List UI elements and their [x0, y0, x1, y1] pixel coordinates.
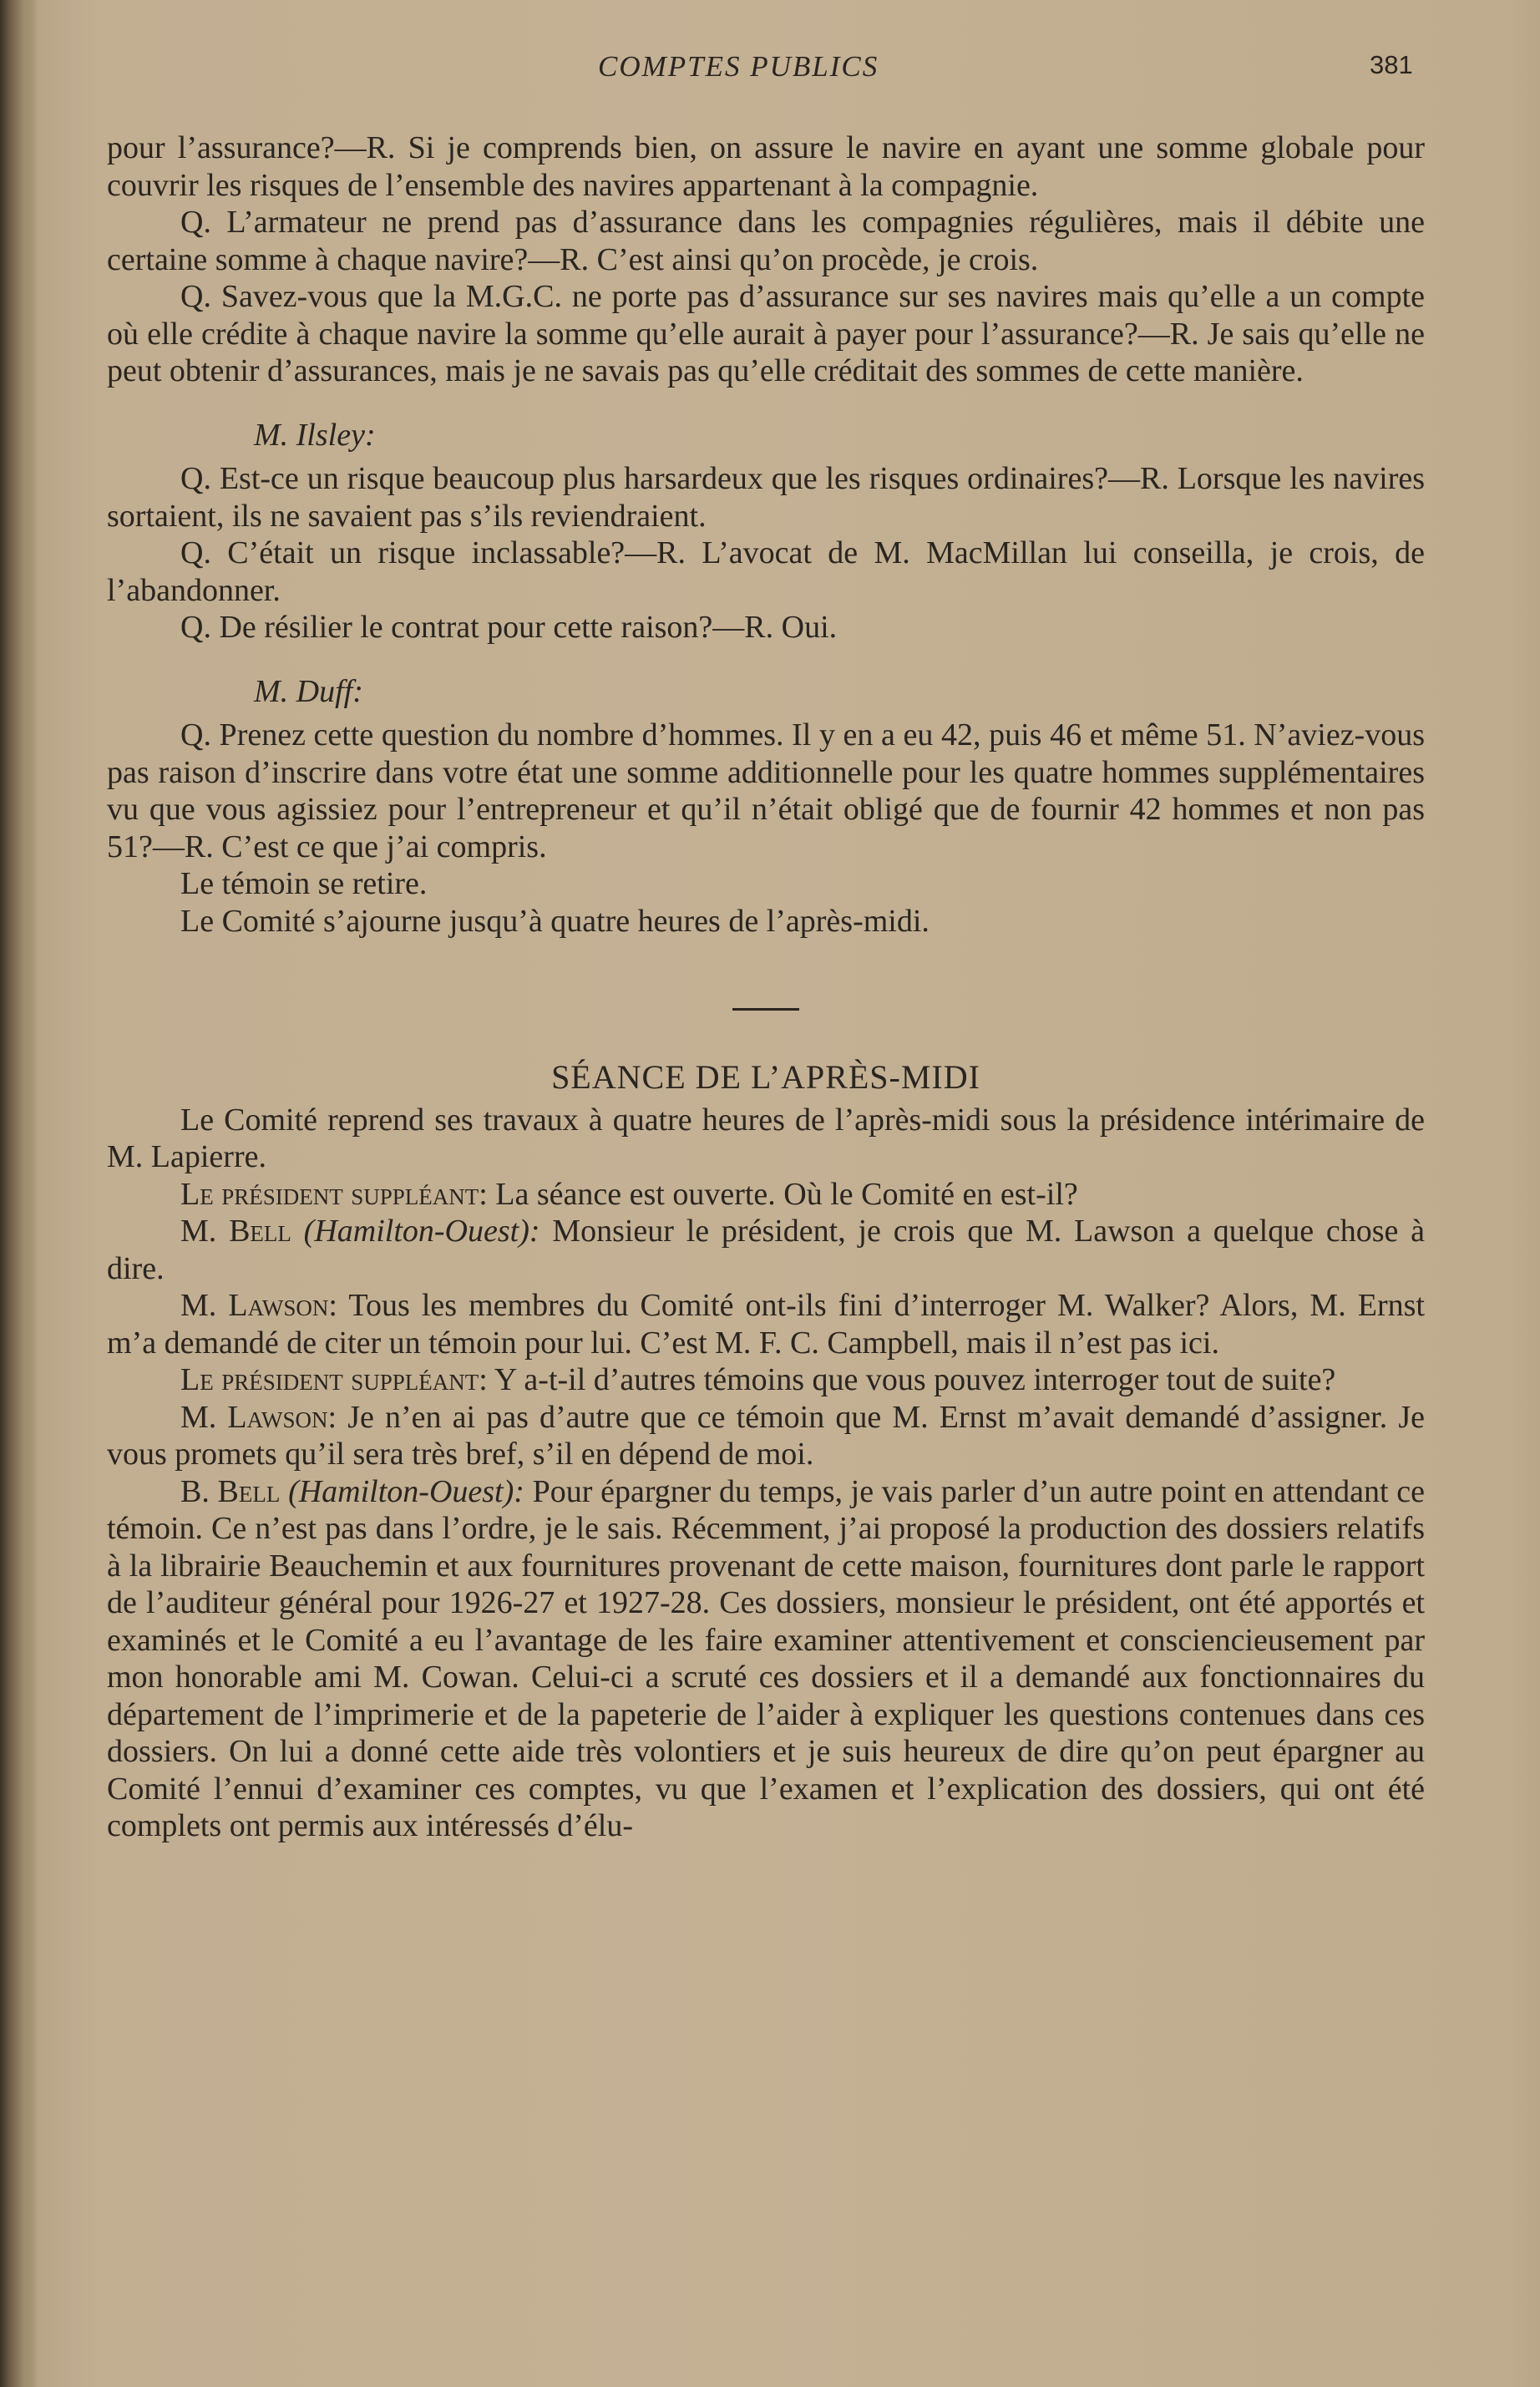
speaker-riding: (Hamilton-Ouest): — [288, 1473, 524, 1509]
page-number: 381 — [1370, 50, 1413, 79]
paragraph — [107, 1361, 1425, 1399]
speech-text: Pour épargner du temps, je vais parler d’un autre point en attendant ce témoin. Ce n’est pas dans l’ordre, je le sais. Récemment, j’ai proposé la production des dossiers relatifs à la librairie Beauchemin et aux fournitures provenant de cette maison, fournitures dont parle le rapport de l’auditeur général pour 1926-27 et 1927-28. Ces dossiers, monsieur le président, ont été apportés et examinés et le Comité a eu l’avantage de les faire examiner attentivement et consciencieusement par mon honorable ami M. Cowan. Celui-ci a scruté ces dossiers et il a demandé aux fonctionnaires du département de l’imprimerie et de la papeterie de l’aider à expliquer les questions contenues dans ces dossiers. On lui a donné cette aide très volontiers et je suis heureux de dire qu’on peut épargner au Comité l’ennui d’examiner ces comptes, vu que l’examen et l’explication des dossiers, qui ont été complets ont permis aux intéressés d’élu- — [107, 1473, 1426, 1843]
speaker-name: Le président suppléant: — [180, 1176, 488, 1212]
paragraph: Q. Savez-vous que la M.G.C. ne porte pas d’assurance sur ses navires mais qu’elle a un compte où elle crédite à chaque navire la somme qu’elle aurait à payer pour l’assurance?—R. Je sais qu’elle ne peut obtenir d’assurances, mais je ne savais pas qu’elle créditait des sommes de cette manière. — [107, 279, 1425, 388]
paragraph — [107, 1287, 1425, 1361]
paragraph: Le Comité s’ajourne jusqu’à quatre heures de l’après-midi. — [180, 903, 930, 939]
speaker-riding: (Hamilton-Ouest): — [303, 1214, 540, 1249]
body-text — [107, 129, 1425, 1845]
speaker-heading: M. Ilsley: — [254, 417, 376, 453]
speaker-name: M. Bell — [180, 1214, 291, 1249]
speaker-name: Le président suppléant: — [180, 1362, 488, 1397]
paragraph: pour l’assurance?—R. Si je comprends bien, on assure le navire en ayant une somme globale pour couvrir les risques de l’ensemble des navires appartenant à la compagnie. — [107, 130, 1425, 203]
section-divider — [732, 1008, 799, 1011]
speech-text: La séance est ouverte. Où le Comité en est-il? — [495, 1176, 1078, 1212]
running-title: COMPTES PUBLICS — [598, 50, 879, 83]
paragraph: Q. Prenez cette question du nombre d’hommes. Il y en a eu 42, puis 46 et même 51. N’aviez-vous pas raison d’inscrire dans votre état une somme additionnelle pour les quatre hommes supplémentaires vu que vous agissiez pour l’entrepreneur et qu’il n’était obligé que de fournir 42 hommes et non pas 51?—R. C’est ce que j’ai compris. — [107, 717, 1425, 864]
paragraph: Le témoin se retire. — [180, 866, 428, 901]
paragraph: Le Comité reprend ses travaux à quatre heures de l’après-midi sous la présidence intérimaire de M. Lapierre. — [107, 1102, 1425, 1174]
paragraph — [107, 1399, 1425, 1473]
paragraph — [107, 1176, 1425, 1214]
paragraph — [107, 1213, 1425, 1287]
speech-text: Je n’en ai pas d’autre que ce témoin que M. Ernst m’avait demandé d’assigner. Je vous promets qu’il sera très bref, s’il en dépend de moi. — [107, 1399, 1426, 1472]
speaker-name: B. Bell — [180, 1473, 281, 1509]
paragraph — [107, 1473, 1425, 1845]
paragraph: Q. De résilier le contrat pour cette raison?—R. Oui. — [180, 610, 838, 645]
speech-text: Tous les membres du Comité ont-ils fini d’interroger M. Walker? Alors, M. Ernst m’a demandé de citer un témoin pour lui. C’est M. F. C. Campbell, mais il n’est pas ici. — [107, 1288, 1425, 1361]
speaker-name: M. Lawson: — [180, 1399, 337, 1435]
speech-text: Y a-t-il d’autres témoins que vous pouvez interroger tout de suite? — [494, 1362, 1336, 1397]
speaker-heading: M. Duff: — [254, 673, 363, 709]
paragraph: Q. C’était un risque inclassable?—R. L’avocat de M. MacMillan lui conseilla, je crois, de l’abandonner. — [107, 535, 1425, 608]
running-header — [0, 50, 1540, 92]
speaker-name: M. Lawson: — [180, 1288, 337, 1323]
paragraph: Q. L’armateur ne prend pas d’assurance dans les compagnies régulières, mais il débite une certaine somme à chaque navire?—R. C’est ainsi qu’on procède, je crois. — [107, 205, 1425, 277]
section-title: SÉANCE DE L’APRÈS-MIDI — [551, 1058, 980, 1096]
book-binding-edge — [0, 0, 38, 2387]
speech-text: Monsieur le président, je crois que M. Lawson a quelque chose à dire. — [107, 1214, 1425, 1286]
paragraph: Q. Est-ce un risque beaucoup plus harsardeux que les risques ordinaires?—R. Lorsque les navires sortaient, ils ne savaient pas s’ils reviendraient. — [107, 461, 1425, 534]
